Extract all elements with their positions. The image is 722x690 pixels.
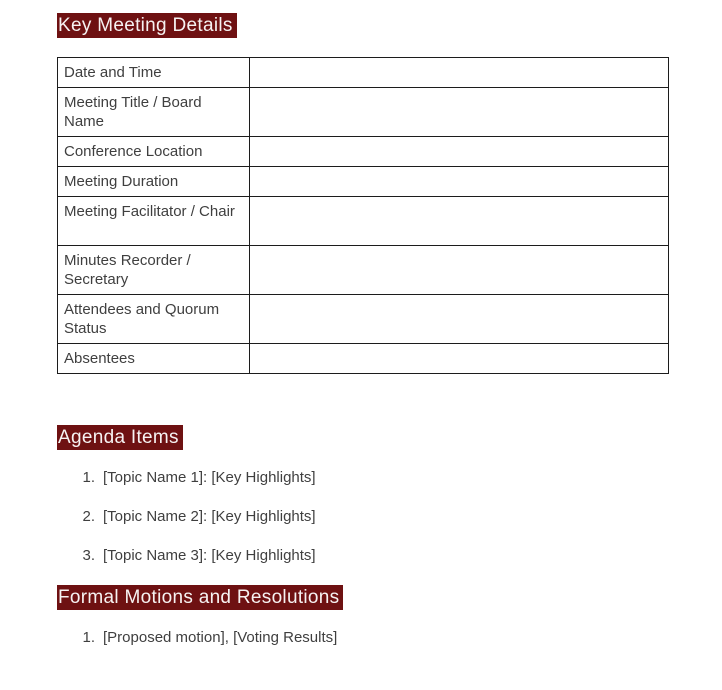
- table-row: [58, 88, 669, 137]
- table-label-meeting-duration: Meeting Duration: [58, 167, 250, 197]
- list-item: [57, 546, 669, 565]
- table-value-date-and-time[interactable]: [250, 58, 669, 88]
- table-row: [58, 167, 669, 197]
- table-label-meeting-title: Meeting Title / Board Name: [58, 88, 250, 137]
- agenda-items-heading-row: [57, 425, 669, 450]
- table-value-meeting-title[interactable]: [250, 88, 669, 137]
- list-item-number: 3.: [82, 547, 95, 564]
- section-heading-key-meeting-details: Key Meeting Details: [57, 13, 237, 38]
- table-label-minutes-recorder: Minutes Recorder / Secretary: [58, 246, 250, 295]
- table-value-minutes-recorder[interactable]: [250, 246, 669, 295]
- table-label-attendees-quorum: Attendees and Quorum Status: [58, 295, 250, 344]
- table-value-absentees[interactable]: [250, 344, 669, 374]
- table-row: [58, 295, 669, 344]
- table-row: [58, 344, 669, 374]
- list-item: [57, 468, 669, 487]
- table-row: [58, 246, 669, 295]
- list-item-number: 1.: [82, 629, 95, 646]
- table-value-attendees-quorum[interactable]: [250, 295, 669, 344]
- table-label-absentees: Absentees: [58, 344, 250, 374]
- list-item-text: [Proposed motion], [Voting Results]: [103, 629, 338, 646]
- table-row: [58, 137, 669, 167]
- key-meeting-details-table: [57, 57, 669, 374]
- list-item-number: 1.: [82, 469, 95, 486]
- list-item-text: [Topic Name 1]: [Key Highlights]: [103, 469, 316, 486]
- table-row: [58, 58, 669, 88]
- key-meeting-details-heading-row: [57, 13, 669, 38]
- formal-motions-heading-row: [57, 585, 669, 610]
- list-item-number: 2.: [82, 508, 95, 525]
- list-item: [57, 507, 669, 526]
- list-item-text: [Topic Name 3]: [Key Highlights]: [103, 547, 316, 564]
- table-value-meeting-duration[interactable]: [250, 167, 669, 197]
- section-heading-agenda-items: Agenda Items: [57, 425, 183, 450]
- table-label-conference-location: Conference Location: [58, 137, 250, 167]
- table-label-meeting-facilitator: Meeting Facilitator / Chair: [58, 197, 250, 246]
- list-item: [57, 628, 669, 647]
- agenda-items-list: [57, 468, 669, 565]
- section-heading-formal-motions: Formal Motions and Resolutions: [57, 585, 343, 610]
- table-label-date-and-time: Date and Time: [58, 58, 250, 88]
- list-item-text: [Topic Name 2]: [Key Highlights]: [103, 508, 316, 525]
- table-value-conference-location[interactable]: [250, 137, 669, 167]
- table-row: [58, 197, 669, 246]
- formal-motions-list: [57, 628, 669, 647]
- table-value-meeting-facilitator[interactable]: [250, 197, 669, 246]
